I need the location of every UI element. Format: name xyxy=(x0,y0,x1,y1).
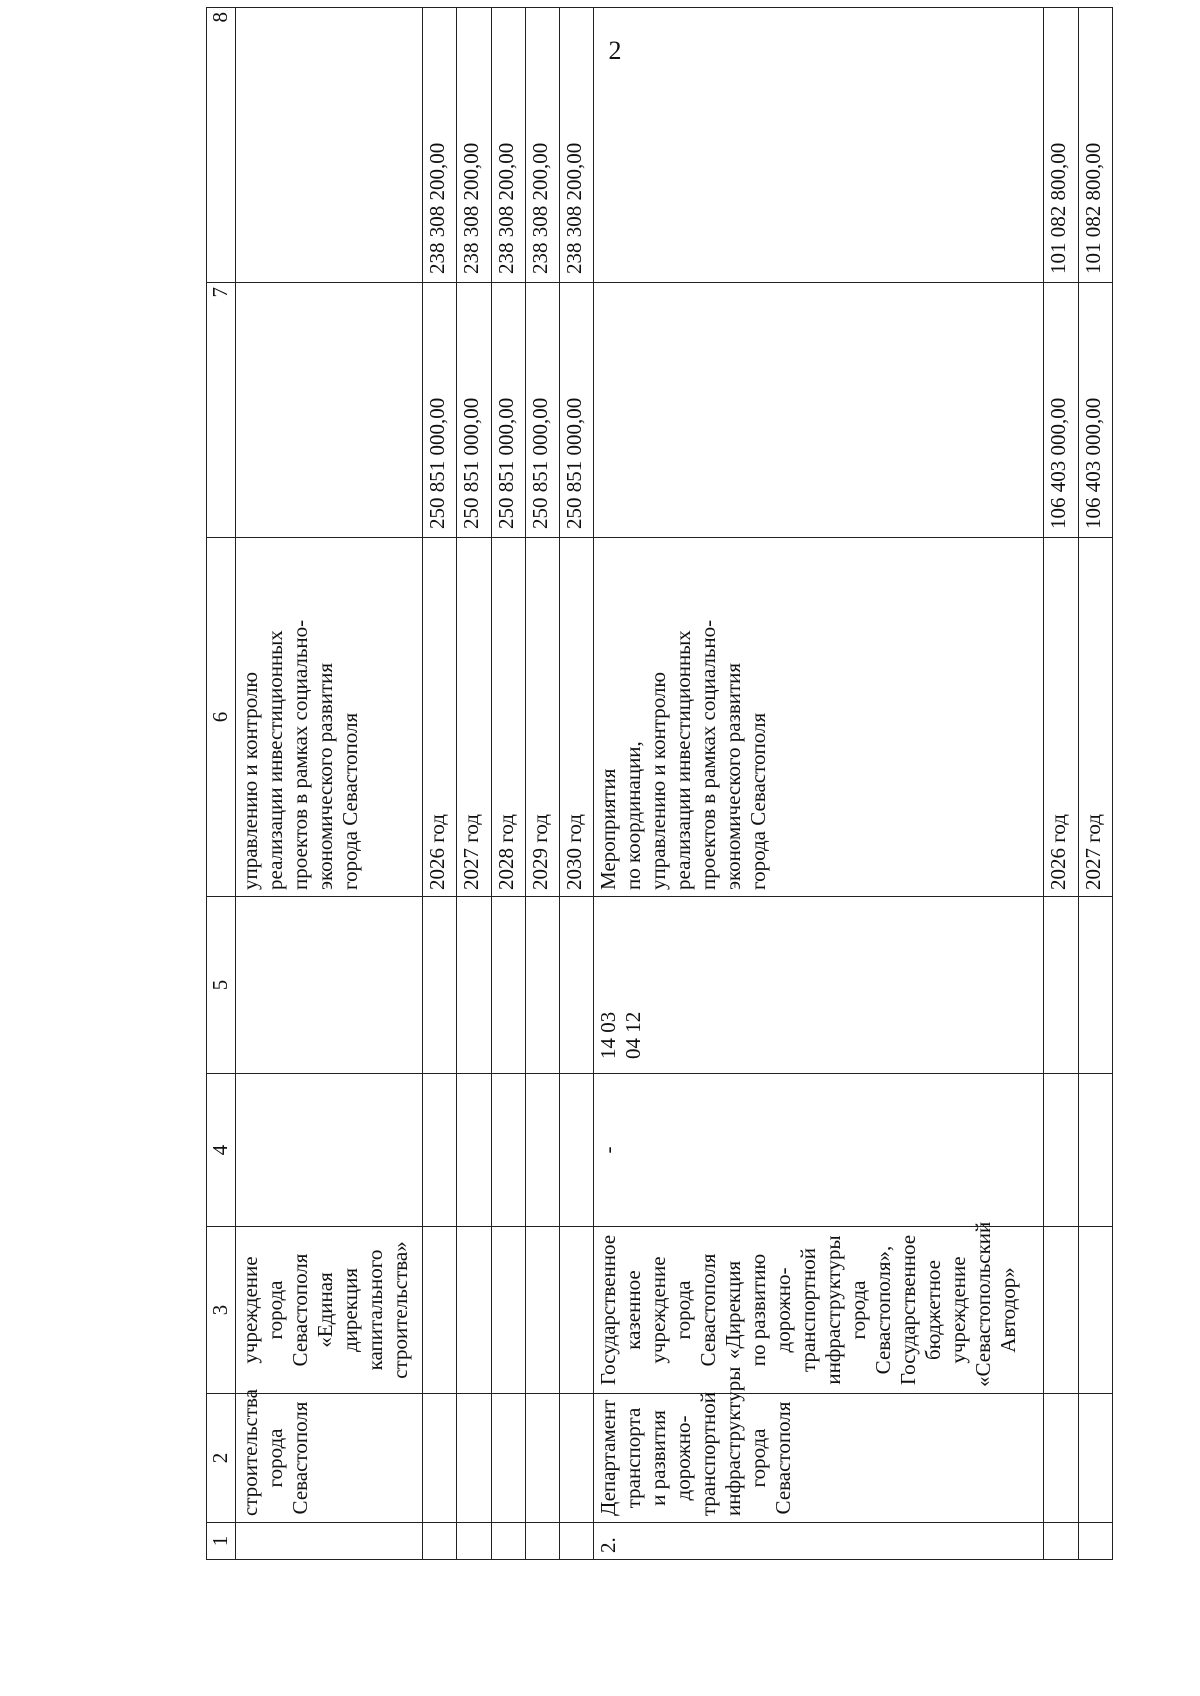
cell-empty xyxy=(423,897,457,1074)
cell-empty xyxy=(491,1227,525,1394)
cell-empty xyxy=(525,1074,559,1227)
text-line: управлению и контролю xyxy=(646,671,671,890)
text-line: транспортной xyxy=(796,1248,821,1372)
text-line: транспортной xyxy=(696,1392,721,1516)
header-cell-5: 5 xyxy=(207,897,236,1074)
cell-amount-7: 106 403 000,00 xyxy=(1078,283,1112,538)
cell-amount-8: 238 308 200,00 xyxy=(525,8,559,283)
cell-amount-8: 101 082 800,00 xyxy=(1078,8,1112,283)
text-line: города xyxy=(263,1280,287,1340)
table-row xyxy=(594,8,1044,1560)
text-line: экономического развития xyxy=(313,662,337,890)
text-line: бюджетное xyxy=(921,1259,946,1361)
cell-year: 2030 год xyxy=(560,538,594,897)
text-line: Государственное xyxy=(896,1234,921,1386)
cell-empty xyxy=(1044,1523,1078,1560)
cell-year: 2026 год xyxy=(1044,538,1078,897)
text-line: Севастополя xyxy=(696,1253,721,1367)
text-line: по развитию xyxy=(746,1253,771,1367)
text-line: и развития xyxy=(646,1410,671,1506)
text-line: Департамент xyxy=(596,1399,621,1516)
text-line: Севастополя xyxy=(288,1401,312,1515)
cell-year: 2026 год xyxy=(423,538,457,897)
text-line: «Единая дирекция xyxy=(313,1267,362,1353)
text-line: капитального xyxy=(363,1249,387,1371)
text-line: реализации инвестиционных xyxy=(263,630,287,890)
cell-year: 2027 год xyxy=(1078,538,1112,897)
cell-empty xyxy=(491,1394,525,1523)
header-cell-3: 3 xyxy=(207,1227,236,1394)
page-number: 2 xyxy=(608,36,622,65)
header-cell-7: 7 xyxy=(207,283,236,538)
cell-department xyxy=(236,1388,423,1523)
cell-empty xyxy=(491,1523,525,1560)
header-cell-1: 1 xyxy=(207,1523,236,1560)
table-row-year xyxy=(560,8,594,1560)
cell-amount-8: 238 308 200,00 xyxy=(560,8,594,283)
table-row xyxy=(236,8,423,1560)
text-line: учреждение xyxy=(646,1256,671,1364)
cell-empty xyxy=(1078,1074,1112,1227)
text-line: управлению и контролю xyxy=(238,671,262,890)
cell-institution xyxy=(236,1227,423,1394)
cell-empty xyxy=(457,1394,491,1523)
text-line: инфраструктуры xyxy=(721,1366,746,1516)
header-cell-2: 2 xyxy=(207,1394,236,1523)
text-line: экономического развития xyxy=(721,662,746,890)
cell-number xyxy=(236,1523,423,1560)
text-line: города xyxy=(846,1280,871,1340)
cell-amount-7 xyxy=(594,283,1044,538)
cell-empty xyxy=(560,897,594,1074)
cell-empty xyxy=(1044,1394,1078,1523)
cell-empty xyxy=(457,1523,491,1560)
cell-empty xyxy=(491,1074,525,1227)
text-line: города xyxy=(263,1428,287,1488)
text-line: Автодор» xyxy=(996,1267,1021,1353)
cell-empty xyxy=(1078,897,1112,1074)
cell-code xyxy=(236,897,423,1074)
header-cell-6: 6 xyxy=(207,538,236,897)
cell-empty xyxy=(423,1227,457,1394)
text-line: учреждение xyxy=(238,1256,262,1364)
cell-empty xyxy=(1044,1074,1078,1227)
cell-empty xyxy=(525,1523,559,1560)
cell-empty xyxy=(423,1523,457,1560)
cell-year: 2028 год xyxy=(491,538,525,897)
header-cell-8: 8 xyxy=(207,8,236,283)
cell-empty xyxy=(560,1523,594,1560)
header-cell-4: 4 xyxy=(207,1074,236,1227)
cell-amount-8: 238 308 200,00 xyxy=(423,8,457,283)
text-line: города xyxy=(671,1280,696,1340)
cell-empty xyxy=(423,1394,457,1523)
cell-empty xyxy=(525,1394,559,1523)
text-line: Севастополя xyxy=(771,1401,796,1515)
text-line: 04 12 xyxy=(621,1011,646,1059)
cell-amount-7 xyxy=(236,283,423,538)
cell-year: 2029 год xyxy=(525,538,559,897)
rotated-table-container xyxy=(206,12,1113,1560)
cell-amount-8 xyxy=(594,8,1044,283)
cell-empty xyxy=(1078,1394,1112,1523)
table-row-year xyxy=(457,8,491,1560)
text-line: «Севастопольский xyxy=(971,1221,996,1387)
text-line: Мероприятия xyxy=(596,768,621,890)
text-line: строительства xyxy=(238,1388,262,1516)
cell-amount-7: 250 851 000,00 xyxy=(560,283,594,538)
table-row-year xyxy=(1044,8,1078,1560)
cell-empty xyxy=(1078,1227,1112,1394)
text-line: Государственное xyxy=(596,1234,621,1386)
cell-empty xyxy=(525,897,559,1074)
cell-empty xyxy=(423,1074,457,1227)
cell-col4 xyxy=(236,1074,423,1227)
cell-amount-8: 238 308 200,00 xyxy=(457,8,491,283)
text-line: учреждение xyxy=(946,1256,971,1364)
cell-empty xyxy=(457,1074,491,1227)
cell-number: 2. xyxy=(594,1523,1044,1560)
cell-activity xyxy=(594,538,1044,897)
text-line: казенное xyxy=(621,1270,646,1350)
cell-amount-7: 250 851 000,00 xyxy=(491,283,525,538)
cell-empty xyxy=(1044,897,1078,1074)
cell-code xyxy=(594,897,1044,1074)
text-line: города Севастополя xyxy=(746,712,771,890)
cell-amount-8 xyxy=(236,8,423,283)
cell-amount-7: 250 851 000,00 xyxy=(423,283,457,538)
table-row-year xyxy=(423,8,457,1560)
text-line: «Дирекция xyxy=(721,1260,746,1360)
cell-empty xyxy=(525,1227,559,1394)
table-row-year xyxy=(491,8,525,1560)
text-line: города xyxy=(746,1428,771,1488)
text-line: транспорта xyxy=(621,1407,646,1509)
text-line: дорожно- xyxy=(671,1415,696,1501)
cell-amount-7: 250 851 000,00 xyxy=(525,283,559,538)
cell-amount-7: 106 403 000,00 xyxy=(1044,283,1078,538)
text-line: дорожно- xyxy=(771,1267,796,1353)
text-line: по координации, xyxy=(621,741,646,890)
cell-amount-8: 238 308 200,00 xyxy=(491,8,525,283)
cell-year: 2027 год xyxy=(457,538,491,897)
cell-empty xyxy=(560,1394,594,1523)
cell-amount-7: 250 851 000,00 xyxy=(457,283,491,538)
text-line: города Севастополя xyxy=(338,712,362,890)
text-line: реализации инвестиционных xyxy=(671,630,696,890)
cell-col4: - xyxy=(594,1074,1044,1227)
cell-empty xyxy=(560,1227,594,1394)
cell-empty xyxy=(457,1227,491,1394)
text-line: инфраструктуры xyxy=(821,1235,846,1385)
table-row-year xyxy=(1078,8,1112,1560)
text-line: Севастополя», xyxy=(871,1245,896,1375)
header-row xyxy=(207,8,236,1560)
text-line: 14 03 xyxy=(596,1011,621,1059)
table-row-year xyxy=(525,8,559,1560)
cell-empty xyxy=(1044,1227,1078,1394)
text-line: проектов в рамках социально- xyxy=(288,619,312,890)
cell-empty xyxy=(1078,1523,1112,1560)
cell-empty xyxy=(491,897,525,1074)
text-line: проектов в рамках социально- xyxy=(696,619,721,890)
cell-activity xyxy=(236,538,423,897)
budget-table xyxy=(206,7,1113,1560)
cell-empty xyxy=(457,897,491,1074)
text-line: Севастополя xyxy=(288,1253,312,1367)
cell-empty xyxy=(560,1074,594,1227)
text-line: строительства» xyxy=(388,1241,412,1379)
cell-amount-8: 101 082 800,00 xyxy=(1044,8,1078,283)
cell-department xyxy=(594,1366,1044,1523)
cell-institution xyxy=(594,1221,1044,1394)
